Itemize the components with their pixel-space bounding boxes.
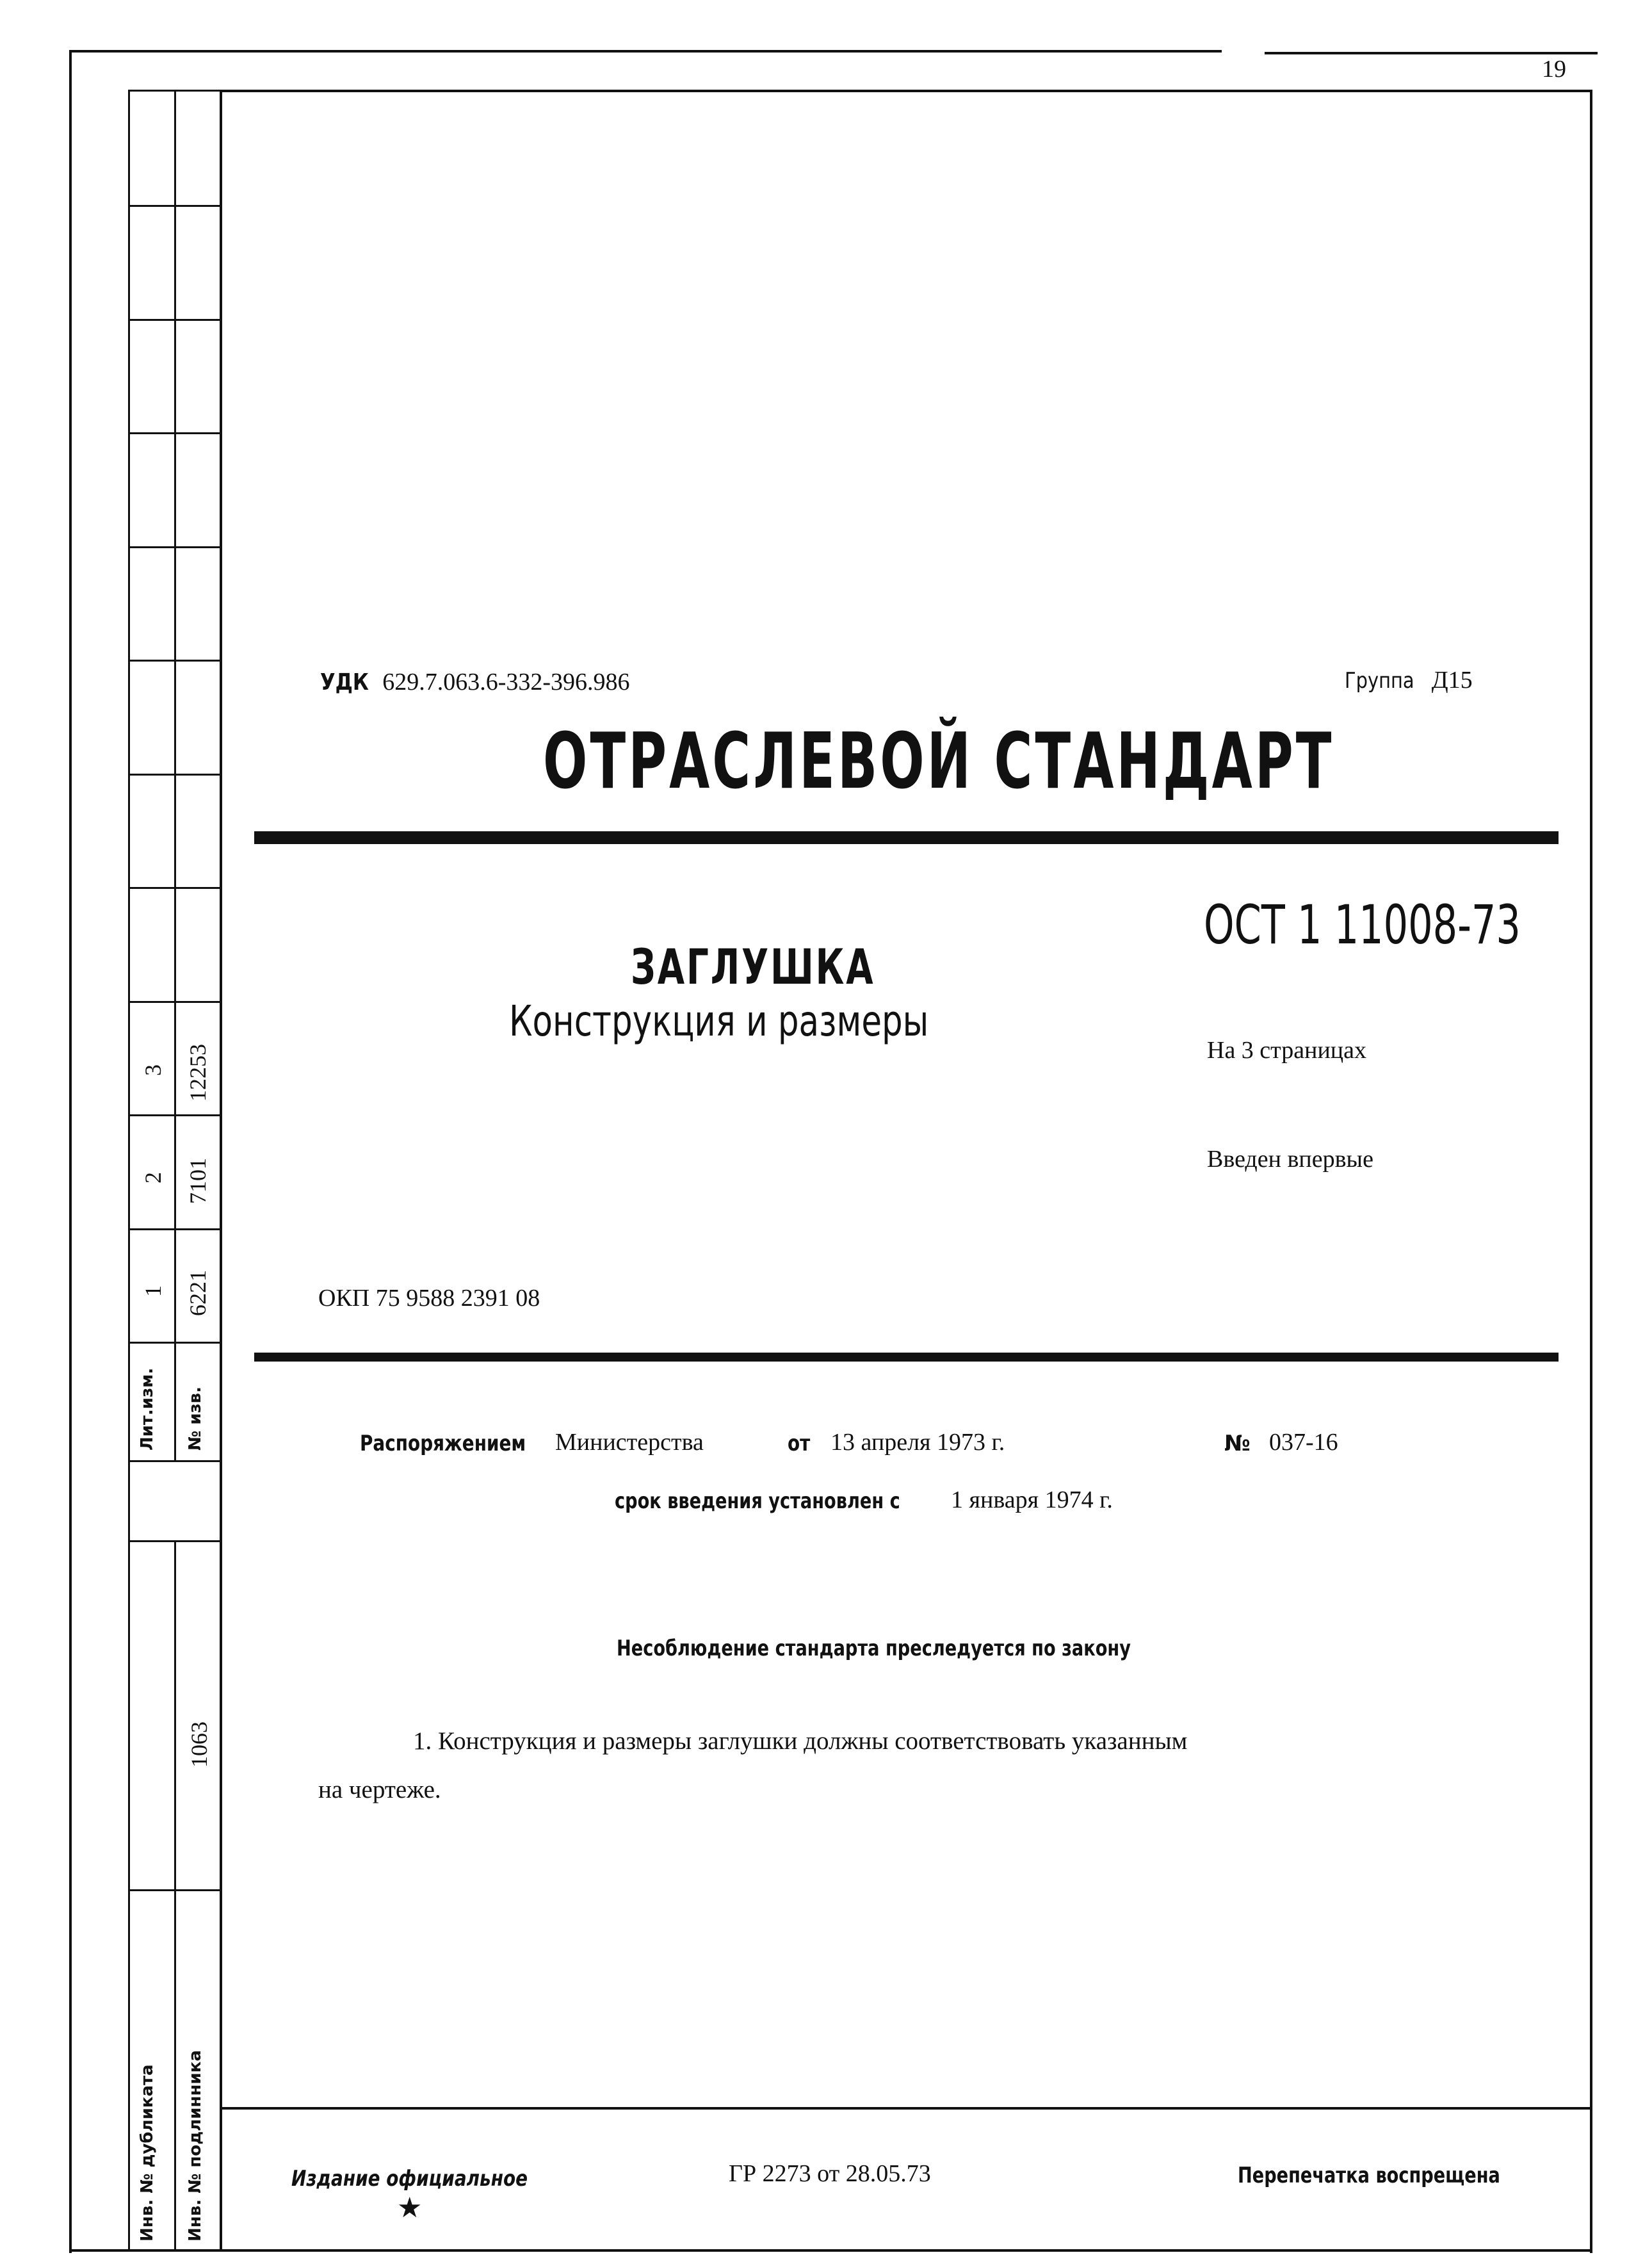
udk-value: 629.7.063.6-332-396.986 (382, 669, 630, 696)
strip-row (128, 887, 221, 889)
decree-from-label: от (788, 1431, 811, 1456)
frame-top-right (1265, 52, 1598, 54)
strip-row (128, 319, 221, 321)
revision-lit-1: 1 (140, 1285, 166, 1297)
revision-number-2: 7101 (185, 1158, 211, 1204)
decree-date: 13 апреля 1973 г. (830, 1429, 1005, 1456)
law-note: Несоблюдение стандарта преследуется по закону (617, 1636, 1131, 1661)
paragraph-1-line-2: на чертеже. (318, 1776, 441, 1803)
strip-row (128, 205, 221, 207)
strip-row (128, 1540, 221, 1542)
revision-lit-2: 2 (140, 1172, 166, 1184)
page-number: 19 (1542, 56, 1566, 83)
decree-line (360, 1428, 1384, 1460)
frame-left (69, 50, 72, 2253)
strip-row (128, 546, 221, 548)
strip-row (128, 1001, 221, 1003)
strip-top (128, 90, 221, 92)
footer-rule (221, 2107, 1592, 2110)
decree-issuer: Министерства (555, 1429, 704, 1456)
strip-row (128, 660, 221, 662)
product-name: ЗАГЛУШКА (631, 938, 875, 995)
frame-bottom (69, 2249, 1592, 2252)
effective-label: срок введения установлен с (615, 1488, 900, 1514)
header-title: ОТРАСЛЕВОЙ СТАНДАРТ (543, 717, 1334, 806)
effective-date: 1 января 1974 г. (951, 1486, 1113, 1513)
decree-number-label: № (1224, 1431, 1251, 1456)
group-line (1345, 666, 1473, 694)
effective-line (615, 1486, 1255, 1518)
registration-number: ГР 2273 от 28.05.73 (729, 2160, 931, 2187)
group-value: Д15 (1431, 667, 1473, 694)
revision-number-1: 6221 (185, 1270, 211, 1316)
frame-right (1590, 90, 1592, 2253)
page-number-underline (221, 90, 1592, 92)
udk-label: УДК (320, 669, 369, 696)
strip-row (128, 432, 221, 434)
group-label: Группа (1345, 668, 1414, 694)
pages-note: На 3 страницах (1207, 1037, 1366, 1064)
revision-number-3: 12253 (185, 1044, 211, 1102)
strip-row (128, 1114, 221, 1116)
edition-label: Издание официальное (291, 2166, 528, 2192)
inventory-original-label: Инв. № подлинника (186, 2050, 205, 2242)
paragraph-1-line-1: 1. Конструкция и размеры заглушки должны соответствовать указанным (413, 1727, 1188, 1755)
strip-row (128, 1460, 221, 1462)
frame-top-left (69, 50, 1222, 53)
reprint-note: Перепечатка воспрещена (1238, 2163, 1500, 2188)
okp-code: ОКП 75 9588 2391 08 (318, 1285, 540, 1312)
star-icon: ★ (397, 2192, 423, 2224)
strip-row (128, 1342, 221, 1344)
udk-line (320, 668, 630, 700)
strip-row (128, 774, 221, 776)
title-rule (254, 831, 1559, 844)
standard-code: ОСТ 1 11008-73 (1204, 893, 1521, 956)
introduced-note: Введен впервые (1207, 1146, 1373, 1173)
strip-row (128, 1889, 221, 1891)
strip-line-2b (174, 1540, 176, 2251)
inventory-original-value: 1063 (186, 1721, 212, 1768)
decree-number: 037-16 (1269, 1429, 1338, 1456)
strip-line-1 (128, 90, 130, 2251)
inventory-duplicate-label: Инв. № дубликата (138, 2064, 157, 2242)
strip-row (128, 1228, 221, 1230)
strip-line-3 (220, 90, 222, 2251)
revision-row-label: Лит.изм. (138, 1367, 157, 1451)
product-subtitle: Конструкция и размеры (509, 997, 929, 1046)
decree-label: Распоряжением (360, 1431, 526, 1456)
okp-rule (254, 1353, 1559, 1362)
revision-lit-3: 3 (140, 1064, 166, 1076)
revision-col-label: № изв. (186, 1387, 205, 1451)
